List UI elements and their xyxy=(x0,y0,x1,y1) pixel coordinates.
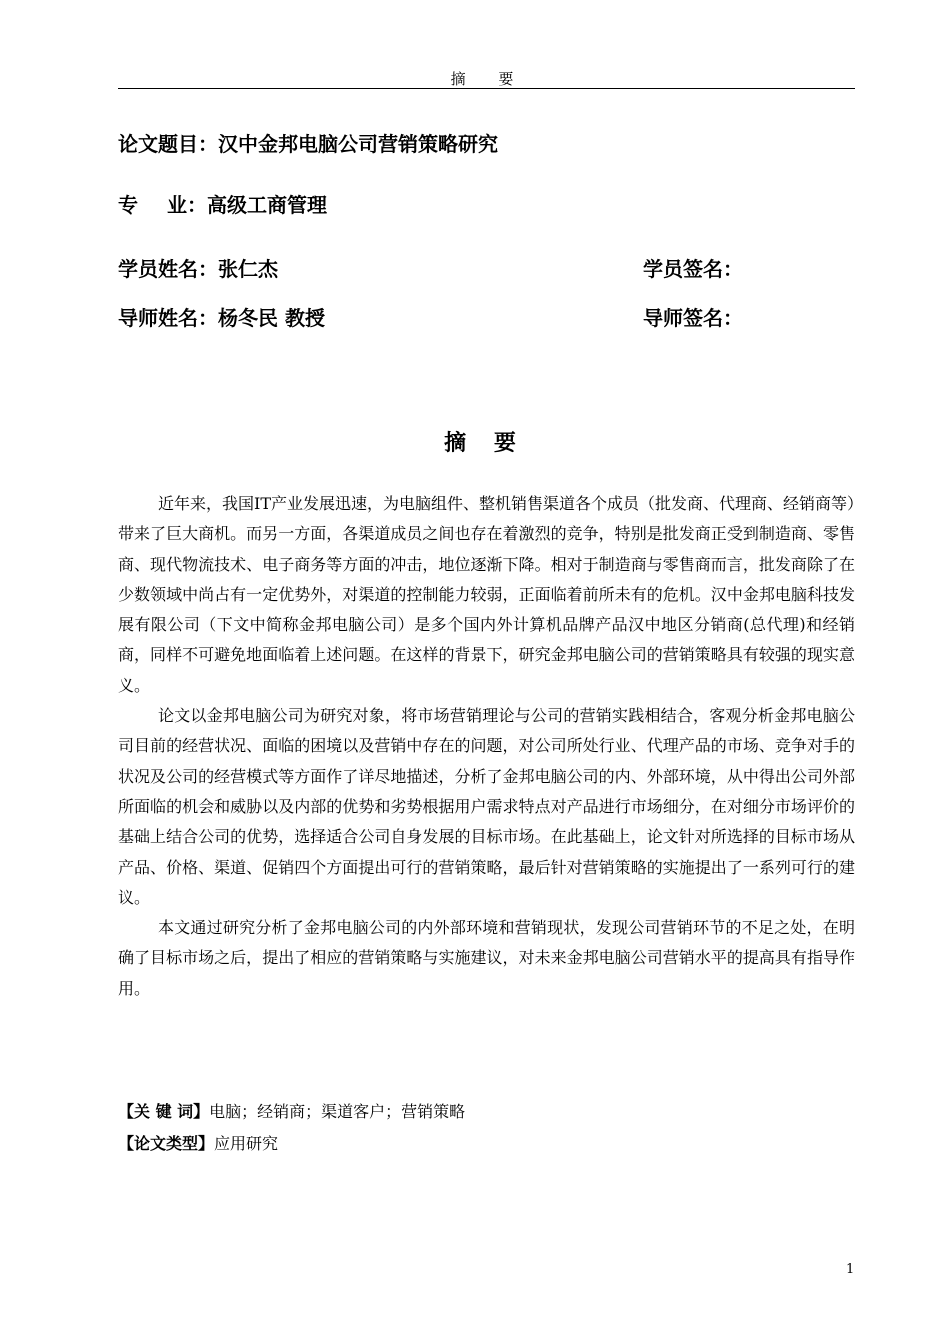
abstract-paragraph-2: 论文以金邦电脑公司为研究对象，将市场营销理论与公司的营销实践相结合，客观分析金邦电脑公司目前的经营状况、面临的困境以及营销中存在的问题，对公司所处行业、代理产品的市场、竞争对手的状况及公司的经营模式等方面作了详尽地描述，分析了金邦电脑公司的内、外部环境，从中得出公司外部所面临的机会和威胁以及内部的优势和劣势根据用户需求特点对产品进行市场细分，在对细分市场评价的基础上结合公司的优势，选择适合公司自身发展的目标市场。在此基础上，论文针对所选择的目标市场从产品、价格、渠道、促销四个方面提出可行的营销策略，最后针对营销策略的实施提出了一系列可行的建议。 xyxy=(118,706,855,907)
abstract-heading: 摘 要 xyxy=(444,431,526,456)
major-label: 专 业： xyxy=(118,193,207,217)
abstract-paragraph-1: 近年来，我国IT产业发展迅速，为电脑组件、整机销售渠道各个成员（批发商、代理商、经销商等）带来了巨大商机。而另一方面，各渠道成员之间也存在着激烈的竞争，特别是批发商正受到制造商、零售商、现代物流技术、电子商务等方面的冲击，地位逐渐下降。相对于制造商与零售商而言，批发商除了在少数领域中尚占有一定优势外，对渠道的控制能力较弱，正面临着前所未有的危机。汉中金邦电脑科技发展有限公司（下文中简称金邦电脑公司）是多个国内外计算机品牌产品汉中地区分销商(总代理)和经销商，同样不可避免地面临着上述问题。在这样的背景下，研究金邦电脑公司的营销策略具有较强的现实意义。 xyxy=(118,494,855,695)
advisor-signature-label: 导师签名： xyxy=(643,306,743,330)
student-signature-label: 学员签名： xyxy=(643,257,743,281)
page-number: 1 xyxy=(846,1262,855,1277)
major-value: 高级工商管理 xyxy=(206,193,327,217)
paper-type-value: 应用研究 xyxy=(214,1134,279,1153)
major-line xyxy=(118,189,327,218)
paper-type-line xyxy=(118,1131,278,1154)
keywords-line xyxy=(118,1099,465,1122)
advisor-name-label: 导师姓名： xyxy=(118,306,218,330)
header-divider xyxy=(118,88,855,89)
student-name-label: 学员姓名： xyxy=(118,257,218,281)
paper-type-label: 【论文类型】 xyxy=(118,1134,215,1153)
keywords-value: 电脑；经销商；渠道客户；营销策略 xyxy=(209,1102,466,1121)
advisor-name-line xyxy=(118,302,325,331)
student-name: 张仁杰 xyxy=(218,257,278,281)
thesis-title: 汉中金邦电脑公司营销策略研究 xyxy=(218,132,498,156)
abstract-body xyxy=(118,489,855,1004)
student-name-line xyxy=(118,253,278,282)
keywords-label: 【关 键 词】 xyxy=(118,1102,210,1121)
thesis-title-line xyxy=(118,128,498,157)
running-header: 摘 要 xyxy=(450,70,528,88)
thesis-title-label: 论文题目： xyxy=(118,132,218,156)
abstract-paragraph-3: 本文通过研究分析了金邦电脑公司的内外部环境和营销现状，发现公司营销环节的不足之处，在明确了目标市场之后，提出了相应的营销策略与实施建议，对未来金邦电脑公司营销水平的提高具有指导作用。 xyxy=(118,918,855,998)
advisor-name: 杨冬民 教授 xyxy=(218,306,325,330)
